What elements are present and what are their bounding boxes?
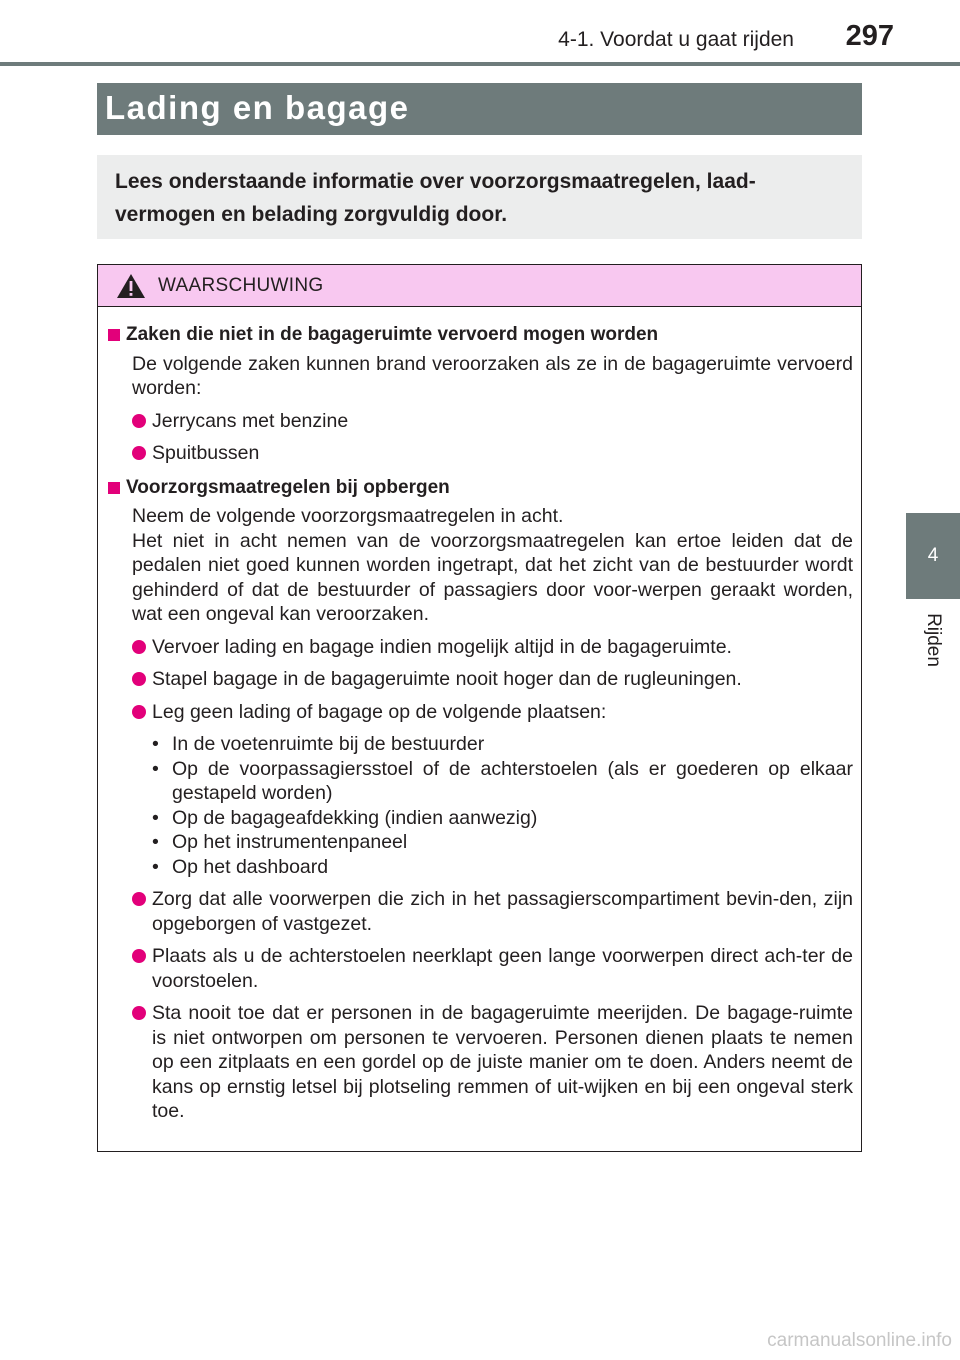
sub-list <box>106 732 853 879</box>
round-bullet-icon <box>132 414 146 428</box>
section-heading-text: Voorzorgsmaatregelen bij opbergen <box>126 476 450 498</box>
header-rule <box>0 62 960 66</box>
list-item <box>106 409 853 434</box>
list-item <box>106 667 853 692</box>
square-bullet-icon <box>108 329 120 341</box>
chapter-tab <box>906 513 960 599</box>
list-item-text: Plaats als u de achterstoelen neerklapt geen lange voorwerpen direct ach-ter de voorstoelen. <box>152 945 853 992</box>
list-item <box>106 441 853 466</box>
warning-content <box>98 307 861 1124</box>
sub-list-item <box>152 757 853 806</box>
chapter-number: 4 <box>927 545 939 566</box>
watermark: carmanualsonline.info <box>767 1330 952 1351</box>
sub-bullet-marker: • <box>152 733 159 755</box>
section-text: De volgende zaken kunnen brand veroorzaken als ze in de bagageruimte vervoerd worden: <box>132 352 853 399</box>
chapter-label-text: Rijden <box>923 613 944 667</box>
sub-bullet-marker: • <box>152 757 159 780</box>
section-heading-text: Zaken die niet in de bagageruimte vervoerd mogen worden <box>126 324 659 345</box>
list-item-text: Stapel bagage in de bagageruimte nooit hoger dan de rugleuningen. <box>152 668 742 690</box>
round-bullet-icon <box>132 705 146 719</box>
page-number: 297 <box>845 20 894 52</box>
list-item <box>106 1001 853 1124</box>
round-bullet-icon <box>132 446 146 460</box>
sub-list-item <box>152 830 853 855</box>
sub-list-item <box>152 806 853 831</box>
sub-list-item-text: Op de voorpassagiersstoel of de achterstoelen (als er goederen op elkaar gestapeld worden) <box>172 757 853 804</box>
sub-list-item-text: In de voetenruimte bij de bestuurder <box>172 733 485 755</box>
intro-box: Lees onderstaande informatie over voorzorgsmaatregelen, laad-vermogen en belading zorgvuldig door. <box>97 155 862 239</box>
round-bullet-icon <box>132 640 146 654</box>
warning-triangle-icon <box>116 273 146 299</box>
square-bullet-icon <box>108 482 120 494</box>
list-item-text: Sta nooit toe dat er personen in de bagageruimte meerijden. De bagage-ruimte is niet ontworpen om personen te vervoeren. Personen dienen plaats te nemen op een zitplaats en een gordel op de juiste manier om te doen. Anders neemt de kans op ernstig letsel bij plotseling remmen of uit-wijken en bij een ongeval sterk toe. <box>152 1002 853 1122</box>
section-heading <box>106 323 853 348</box>
round-bullet-icon <box>132 949 146 963</box>
warning-header <box>98 265 861 307</box>
list-item-text: Leg geen lading of bagage op de volgende plaatsen: <box>152 700 607 723</box>
sub-list-item <box>152 732 853 757</box>
page-header-section: 4-1. Voordat u gaat rijden <box>558 28 794 51</box>
page-title: Lading en bagage <box>97 83 862 135</box>
sub-bullet-marker: • <box>152 855 159 878</box>
warning-box <box>97 264 862 1152</box>
list-item-text: Vervoer lading en bagage indien mogelijk altijd in de bagageruimte. <box>152 635 732 658</box>
sub-list-item-text: Op het instrumentenpaneel <box>172 831 408 853</box>
section-heading <box>106 476 853 501</box>
list-item <box>106 944 853 993</box>
section-text: Het niet in acht nemen van de voorzorgsmaatregelen kan ertoe leiden dat de pedalen niet goed kunnen worden ingetrapt, dat het zicht van de bestuurder wordt gehinderd of dat de bestuurder of passagiers door voor-werpen geraakt worden, wat een ongeval kan veroorzaken. <box>132 529 853 625</box>
list-item-text: Jerrycans met benzine <box>152 409 349 432</box>
section-text: Neem de volgende voorzorgsmaatregelen in acht. <box>132 505 564 527</box>
sub-bullet-marker: • <box>152 806 159 829</box>
sub-list-item <box>152 855 853 880</box>
sub-bullet-marker: • <box>152 831 159 853</box>
list-item <box>106 700 853 725</box>
sub-list-item-text: Op de bagageafdekking (indien aanwezig) <box>172 806 538 829</box>
list-item-text: Spuitbussen <box>152 442 260 464</box>
round-bullet-icon <box>132 1006 146 1020</box>
warning-title: WAARSCHUWING <box>158 274 324 296</box>
list-item <box>106 635 853 660</box>
chapter-label <box>906 600 960 680</box>
list-item <box>106 887 853 936</box>
list-item-text: Zorg dat alle voorwerpen die zich in het passagierscompartiment bevin-den, zijn opgeborgen of vastgezet. <box>152 888 853 935</box>
sub-list-item-text: Op het dashboard <box>172 855 329 878</box>
round-bullet-icon <box>132 672 146 686</box>
round-bullet-icon <box>132 892 146 906</box>
